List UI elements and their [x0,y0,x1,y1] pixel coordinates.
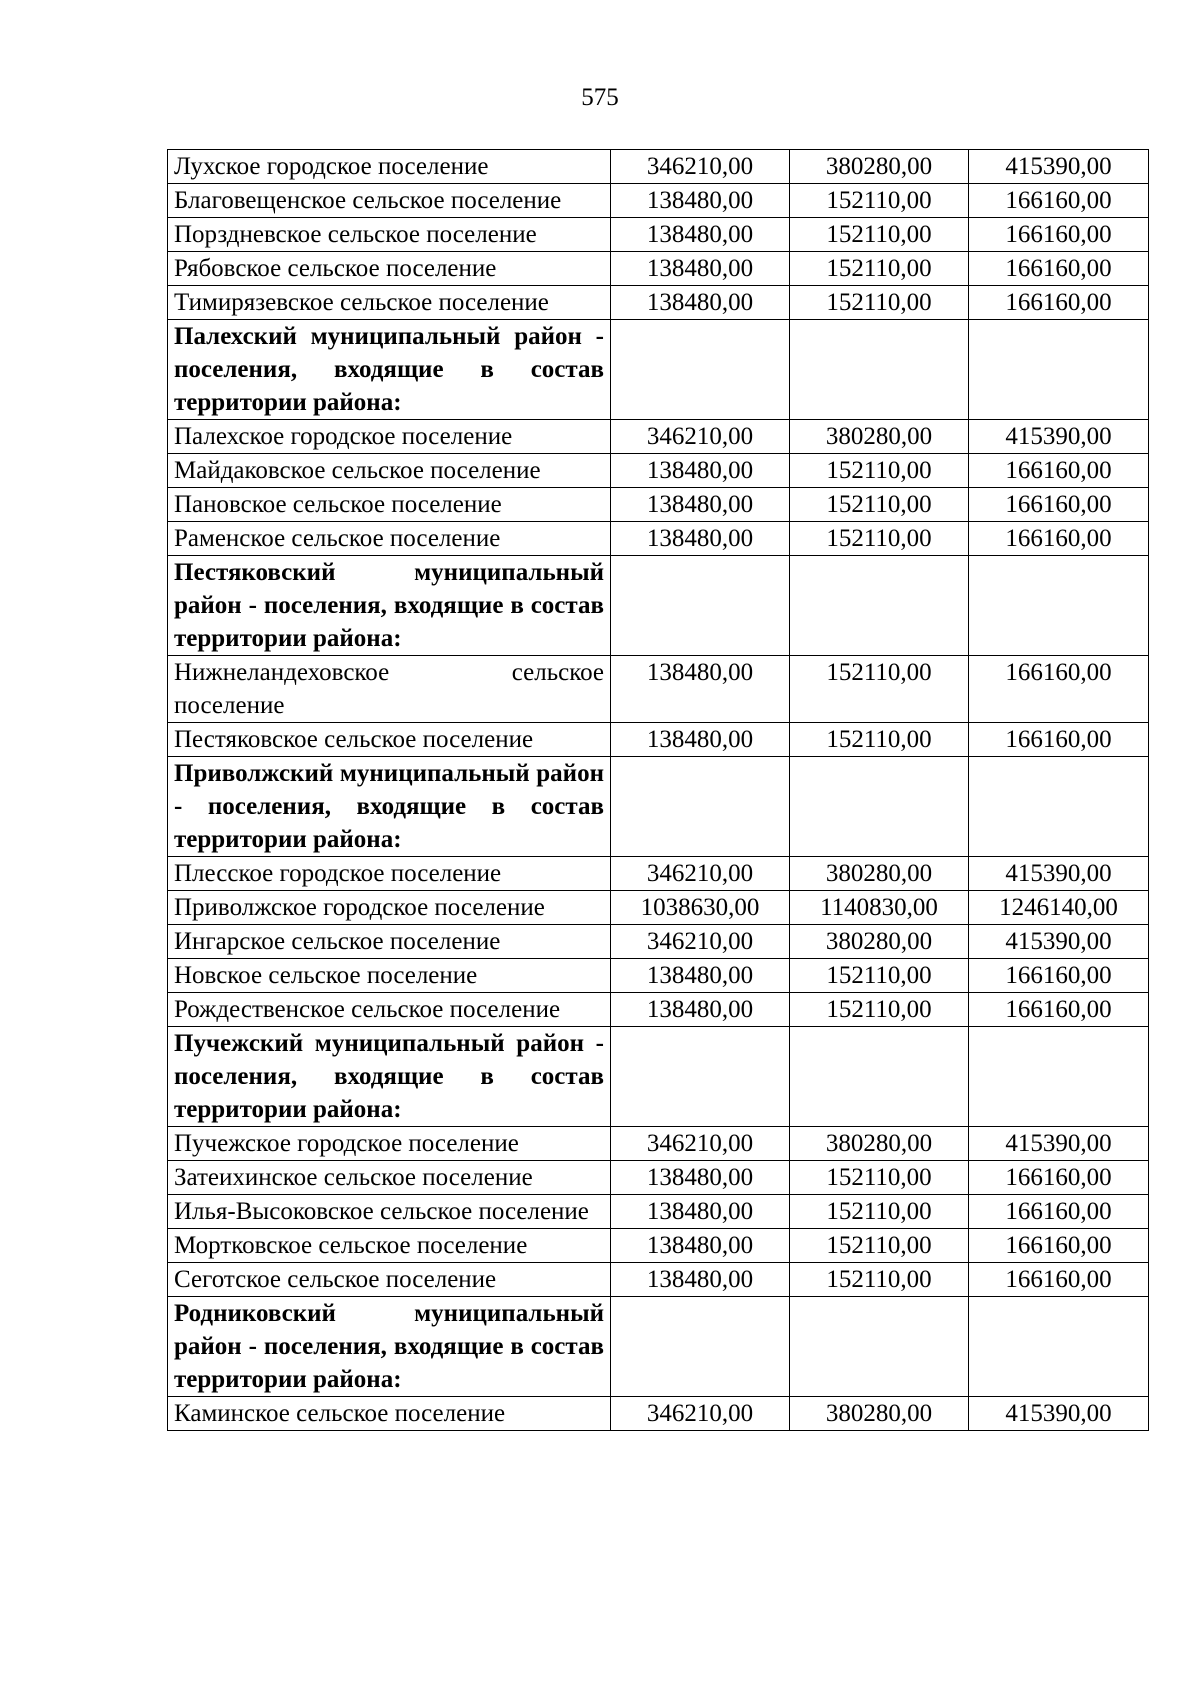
amount-year-2: 380280,00 [790,420,969,454]
district-group-row [168,320,1149,420]
settlement-name: Пановское сельское поселение [168,488,611,522]
amount-year-2: 152110,00 [790,1161,969,1195]
amount-year-1: 346210,00 [611,1397,790,1431]
amount-year-2: 152110,00 [790,1263,969,1297]
amount-year-2: 152110,00 [790,218,969,252]
settlement-row [168,857,1149,891]
amount-year-1: 138480,00 [611,252,790,286]
settlement-name: Раменское сельское поселение [168,522,611,556]
amount-year-1 [611,1027,790,1127]
settlement-name: Мортковское сельское поселение [168,1229,611,1263]
settlement-row [168,1397,1149,1431]
amount-year-2: 152110,00 [790,959,969,993]
amount-year-1: 138480,00 [611,1263,790,1297]
amount-year-2 [790,757,969,857]
amount-year-3: 166160,00 [969,522,1149,556]
amount-year-3: 166160,00 [969,218,1149,252]
settlement-row [168,488,1149,522]
settlement-row [168,286,1149,320]
settlement-name: Пестяковское сельское поселение [168,723,611,757]
amount-year-2: 380280,00 [790,1127,969,1161]
settlement-name: Новское сельское поселение [168,959,611,993]
settlement-row [168,1195,1149,1229]
settlement-row [168,218,1149,252]
settlement-name: Приволжское городское поселение [168,891,611,925]
district-heading: Пучежский муниципальный район - поселения, входящие в состав территории района: [168,1027,611,1127]
amount-year-2: 152110,00 [790,723,969,757]
amount-year-3: 166160,00 [969,723,1149,757]
amount-year-2: 152110,00 [790,454,969,488]
settlement-row [168,656,1149,723]
amount-year-1: 346210,00 [611,857,790,891]
amount-year-1: 138480,00 [611,1229,790,1263]
settlement-name: Тимирязевское сельское поселение [168,286,611,320]
amount-year-3 [969,1027,1149,1127]
amount-year-2: 152110,00 [790,286,969,320]
amount-year-3: 166160,00 [969,1263,1149,1297]
settlement-row [168,1229,1149,1263]
amount-year-2: 152110,00 [790,522,969,556]
amount-year-2: 152110,00 [790,993,969,1027]
amount-year-1: 346210,00 [611,420,790,454]
settlement-name: Плесское городское поселение [168,857,611,891]
amount-year-1: 1038630,00 [611,891,790,925]
page-number: 575 [581,84,619,111]
amount-year-3 [969,320,1149,420]
settlement-row [168,723,1149,757]
amount-year-2 [790,1027,969,1127]
amount-year-2 [790,320,969,420]
settlement-name: Каминское сельское поселение [168,1397,611,1431]
amount-year-2: 152110,00 [790,656,969,723]
settlement-row [168,184,1149,218]
amount-year-1: 346210,00 [611,1127,790,1161]
amount-year-1: 138480,00 [611,656,790,723]
settlement-row [168,993,1149,1027]
amount-year-1: 138480,00 [611,184,790,218]
amount-year-1: 138480,00 [611,993,790,1027]
amount-year-3: 166160,00 [969,959,1149,993]
district-heading: Палехский муниципальный район - поселения, входящие в состав территории района: [168,320,611,420]
amount-year-3: 415390,00 [969,1127,1149,1161]
amount-year-2: 152110,00 [790,1195,969,1229]
settlement-row [168,252,1149,286]
settlement-allocation-table [167,149,1149,1431]
amount-year-3: 166160,00 [969,993,1149,1027]
amount-year-1 [611,556,790,656]
settlement-name: Рябовское сельское поселение [168,252,611,286]
district-heading: Пестяковский муниципальный район - поселения, входящие в состав территории района: [168,556,611,656]
amount-year-1: 138480,00 [611,488,790,522]
amount-year-3 [969,1297,1149,1397]
amount-year-1 [611,320,790,420]
district-group-row [168,1297,1149,1397]
settlement-name: Илья-Высоковское сельское поселение [168,1195,611,1229]
amount-year-1: 138480,00 [611,522,790,556]
amount-year-3 [969,556,1149,656]
settlement-name: Пучежское городское поселение [168,1127,611,1161]
settlement-name: Благовещенское сельское поселение [168,184,611,218]
settlement-row [168,150,1149,184]
amount-year-3: 166160,00 [969,1161,1149,1195]
settlement-name: Рождественское сельское поселение [168,993,611,1027]
amount-year-2: 1140830,00 [790,891,969,925]
settlement-name: Порздневское сельское поселение [168,218,611,252]
amount-year-2: 152110,00 [790,184,969,218]
amount-year-3: 166160,00 [969,454,1149,488]
amount-year-1: 138480,00 [611,723,790,757]
settlement-row [168,420,1149,454]
amount-year-1: 346210,00 [611,150,790,184]
amount-year-1: 138480,00 [611,218,790,252]
amount-year-3: 415390,00 [969,925,1149,959]
amount-year-3: 166160,00 [969,656,1149,723]
settlement-name: Затеихинское сельское поселение [168,1161,611,1195]
amount-year-3: 415390,00 [969,857,1149,891]
district-group-row [168,556,1149,656]
amount-year-3: 166160,00 [969,286,1149,320]
settlement-name: Ингарское сельское поселение [168,925,611,959]
amount-year-2 [790,556,969,656]
settlement-name: Лухское городское поселение [168,150,611,184]
settlement-name: Палехское городское поселение [168,420,611,454]
amount-year-1: 138480,00 [611,286,790,320]
amount-year-3: 166160,00 [969,488,1149,522]
amount-year-3: 415390,00 [969,420,1149,454]
amount-year-3: 415390,00 [969,1397,1149,1431]
settlement-name: Майдаковское сельское поселение [168,454,611,488]
amount-year-3: 415390,00 [969,150,1149,184]
amount-year-3: 166160,00 [969,184,1149,218]
settlement-name: Сеготское сельское поселение [168,1263,611,1297]
amount-year-1: 138480,00 [611,454,790,488]
district-group-row [168,1027,1149,1127]
settlement-row [168,522,1149,556]
amount-year-2: 380280,00 [790,857,969,891]
amount-year-1 [611,1297,790,1397]
amount-year-2 [790,1297,969,1397]
amount-year-2: 380280,00 [790,925,969,959]
settlement-row [168,1263,1149,1297]
amount-year-1: 138480,00 [611,1161,790,1195]
district-heading: Родниковский муниципальный район - поселения, входящие в состав территории района: [168,1297,611,1397]
amount-year-3 [969,757,1149,857]
settlement-row [168,891,1149,925]
settlement-name: Нижнеландеховское сельское поселение [168,656,611,723]
amount-year-3: 1246140,00 [969,891,1149,925]
amount-year-2: 152110,00 [790,488,969,522]
amount-year-1: 138480,00 [611,1195,790,1229]
amount-year-3: 166160,00 [969,252,1149,286]
amount-year-1: 346210,00 [611,925,790,959]
settlement-row [168,925,1149,959]
amount-year-1 [611,757,790,857]
amount-year-2: 152110,00 [790,252,969,286]
amount-year-2: 380280,00 [790,1397,969,1431]
settlement-row [168,454,1149,488]
district-group-row [168,757,1149,857]
district-heading: Приволжский муниципальный район - поселения, входящие в состав территории района: [168,757,611,857]
settlement-row [168,959,1149,993]
amount-year-2: 380280,00 [790,150,969,184]
amount-year-3: 166160,00 [969,1229,1149,1263]
amount-year-2: 152110,00 [790,1229,969,1263]
settlement-row [168,1161,1149,1195]
amount-year-3: 166160,00 [969,1195,1149,1229]
settlement-row [168,1127,1149,1161]
table-body [168,150,1149,1431]
amount-year-1: 138480,00 [611,959,790,993]
